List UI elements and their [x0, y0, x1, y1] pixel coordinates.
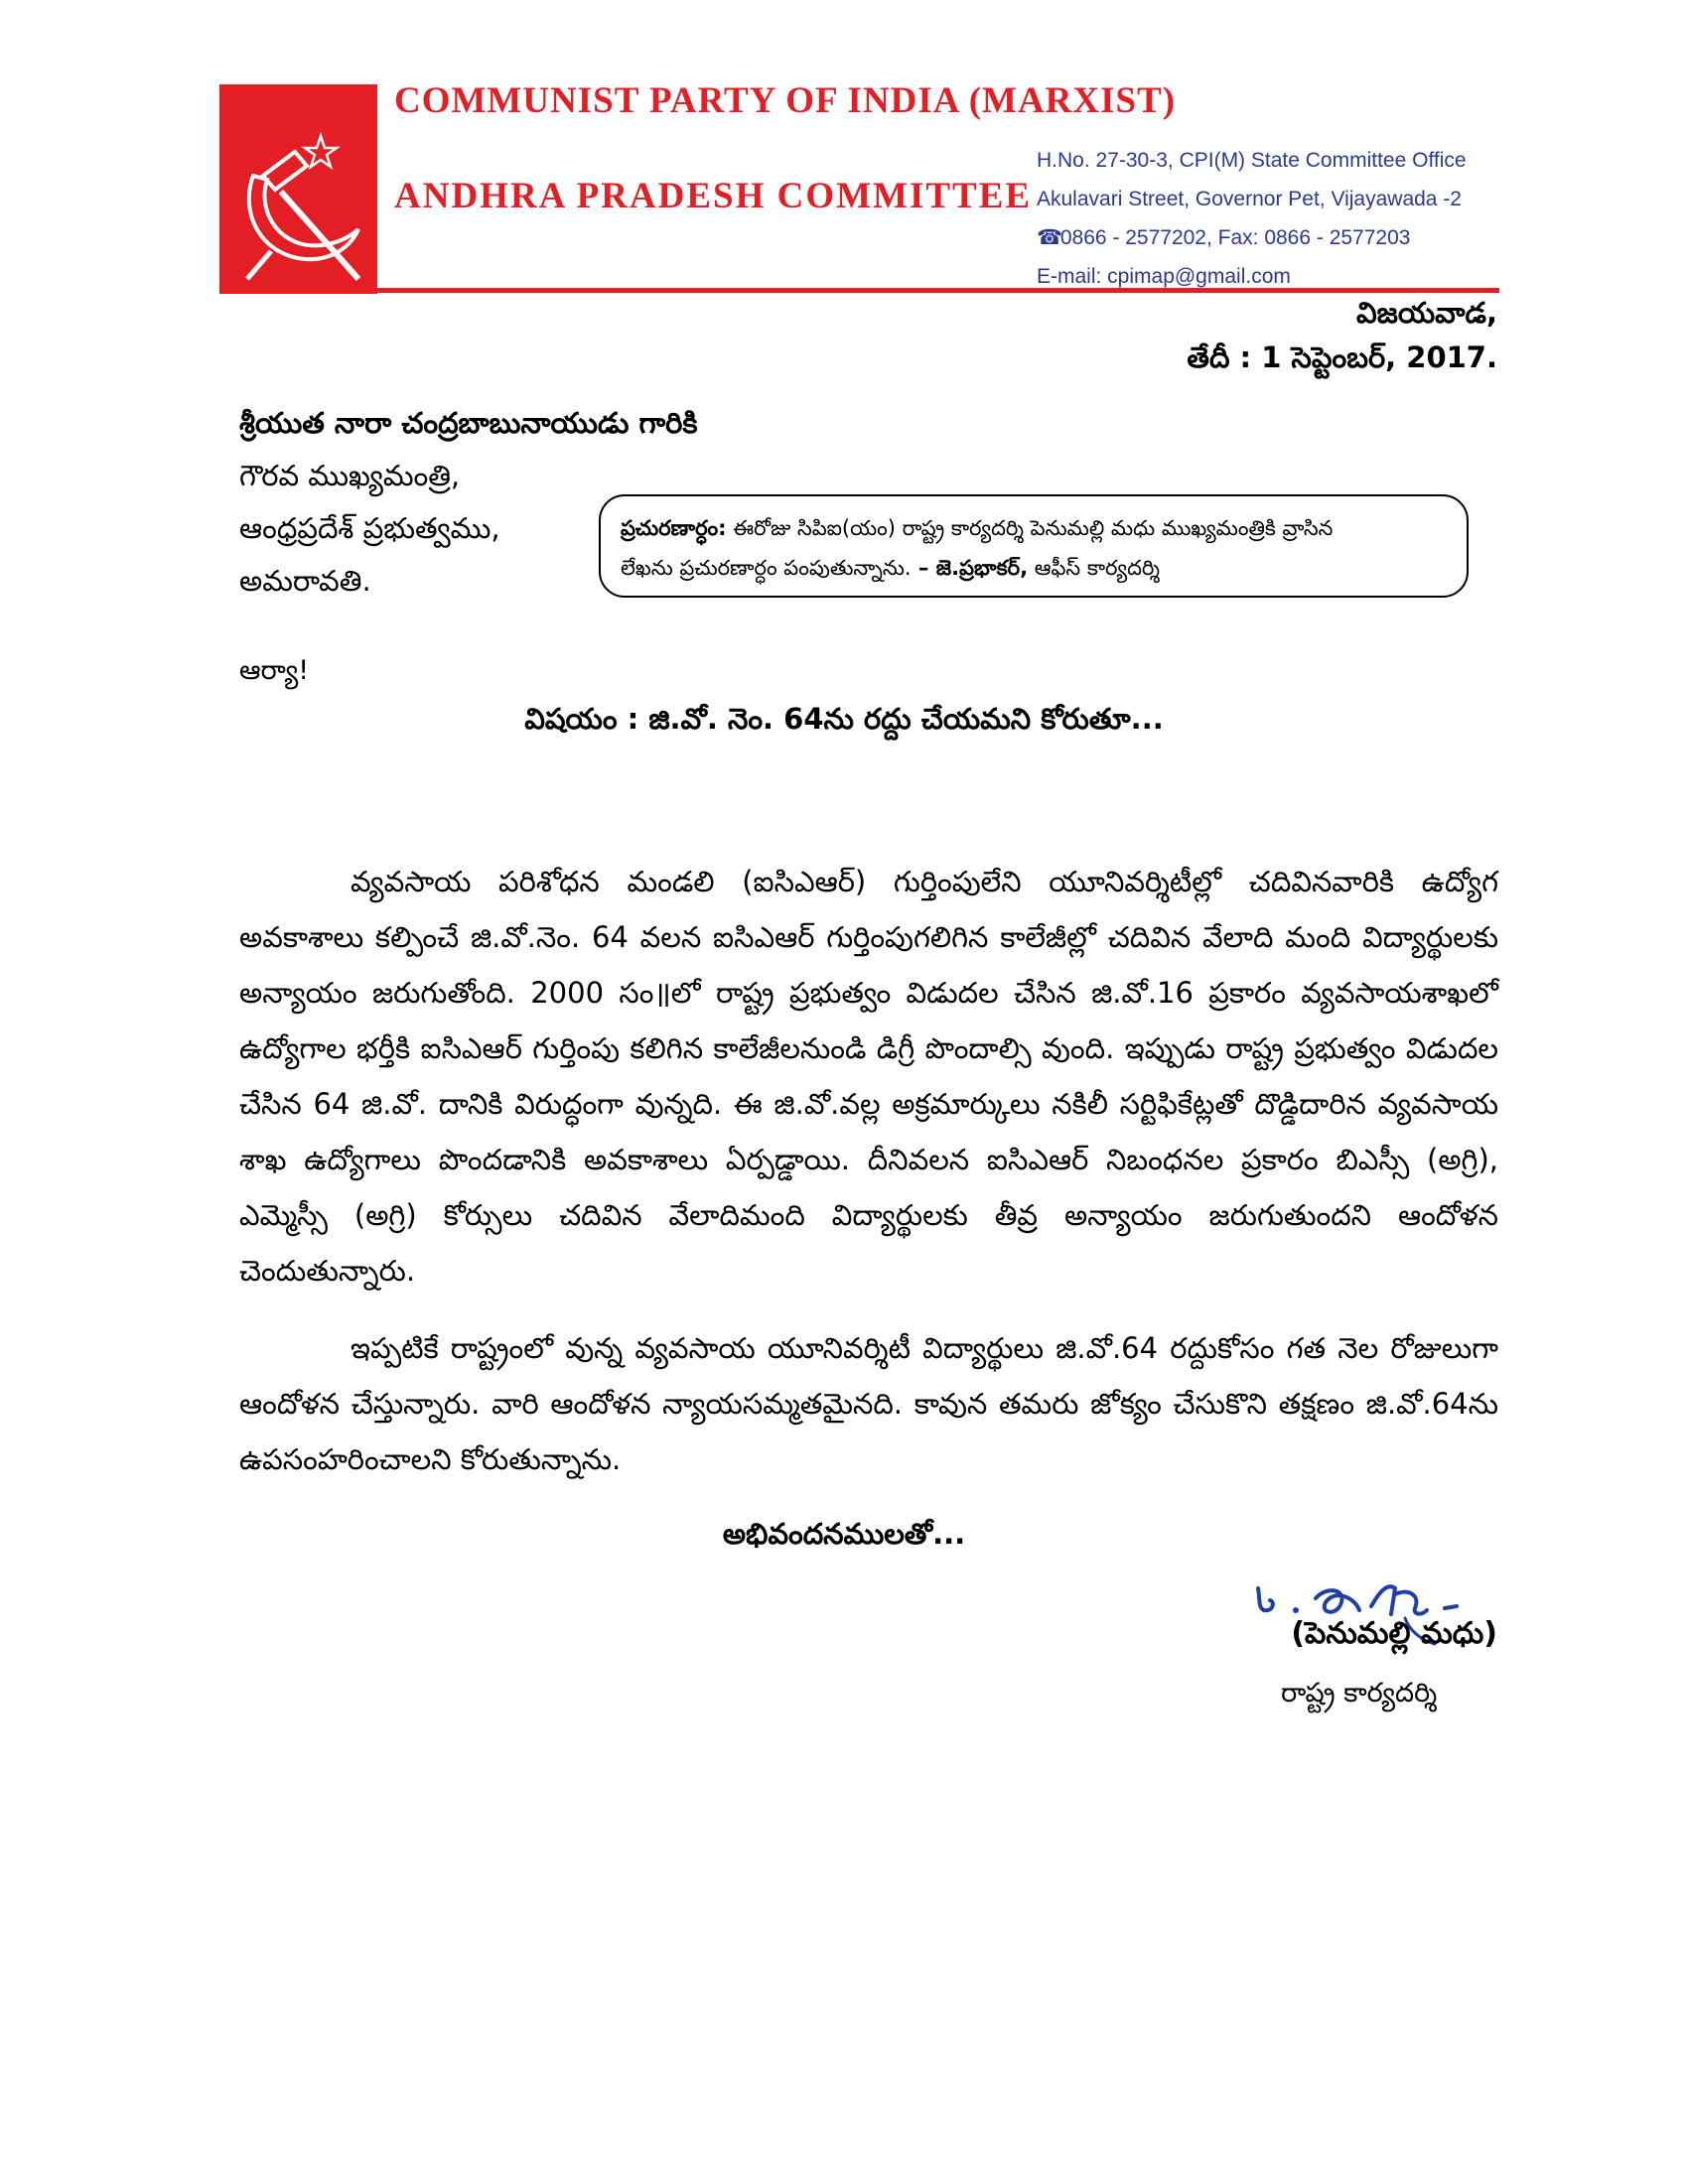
press-note-line-2 — [621, 548, 1447, 588]
press-note-box — [599, 494, 1469, 598]
letterhead-divider — [377, 288, 1499, 293]
press-note-sender: – జె.ప్రభాకర్, — [911, 556, 1029, 580]
closing: అభివందనములతో... — [722, 1517, 966, 1551]
letter-date: తేదీ : 1 సెప్టెంబర్, 2017. — [1187, 341, 1497, 374]
press-note-label: ప్రచురణార్ధం: — [621, 516, 727, 540]
phone-icon: ☎ — [1037, 226, 1063, 249]
signatory-title: రాష్ట్ర కార్యదర్శి — [1281, 1678, 1438, 1708]
address-line-1: H.No. 27-30-3, CPI(M) State Committee Office — [1037, 149, 1467, 172]
press-note-text-1: ఈరోజు సిపిఐ(యం) రాష్ట్ర కార్యదర్శి పెనుమల్లి మధు ముఖ్యమంత్రికి వ్రాసిన — [726, 516, 1334, 540]
phone-text: 0866 - 2577202, Fax: 0866 - 2577203 — [1059, 226, 1411, 249]
body-paragraph: ఇప్పటికే రాష్ట్రంలో వున్న వ్యవసాయ యూనివర్శిటీ విద్యార్థులు జి.వో.64 రద్దుకోసం గత నెల రోజులుగా ఆందోళన చేస్తున్నారు. వారి ఆందోళన న్యాయసమ్మతమైనది. కావున తమరు జోక్యం చేసుకొని తక్షణం జి.వో.64ను ఉపసంహరించాలని కోరుతున్నాను. — [239, 1331, 1498, 1476]
party-logo — [219, 84, 377, 294]
letter-body — [239, 854, 1498, 1509]
phone-line — [1037, 218, 1467, 257]
addressee-line-1: గౌరవ ముఖ్యమంత్రి, — [239, 459, 461, 492]
org-name: COMMUNIST PARTY OF INDIA (MARXIST) — [394, 80, 1177, 121]
addressee-name: శ్రీయుత నారా చంద్రబాబునాయుడు గారికి — [239, 406, 698, 440]
addressee-line-2: ఆంధ్రప్రదేశ్ ప్రభుత్వము, — [239, 511, 500, 545]
address-line-2: Akulavari Street, Governor Pet, Vijayawada -2 — [1037, 188, 1462, 210]
body-paragraph: వ్యవసాయ పరిశోధన మండలి (ఐసిఎఆర్) గుర్తింపులేని యూనివర్శిటీల్లో చదివినవారికి ఉద్యోగ అవకాశాలు కల్పించే జి.వో.నెం. 64 వలన ఐసిఎఆర్ గుర్తింపుగలిగిన కాలేజీల్లో చదివిన వేలాది మంది విద్యార్థులకు అన్యాయం జరుగుతోంది. 2000 సం॥లో రాష్ట్ర ప్రభుత్వం విడుదల చేసిన జి.వో.16 ప్రకారం వ్యవసాయశాఖలో ఉద్యోగాల భర్తీకి ఐసిఎఆర్ గుర్తింపు కలిగిన కాలేజీలనుండి డిగ్రీ పొందాల్సి వుంది. ఇప్పుడు రాష్ట్ర ప్రభుత్వం విడుదల చేసిన 64 జి.వో. దానికి విరుద్ధంగా వున్నది. ఈ జి.వో.వల్ల అక్రమార్కులు నకిలీ సర్టిఫికేట్లతో దొడ్డిదారిన వ్యవసాయ శాఖ ఉద్యోగాలు పొందడానికి అవకాశాలు ఏర్పడ్డాయి. దీనివలన ఐసిఎఆర్ నిబంధనల ప్రకారం బిఎస్సీ (అగ్రి), ఎమ్మెస్సీ (అగ్రి) కోర్సులు చదివిన వేలాదిమంది విద్యార్థులకు తీవ్ర అన్యాయం జరుగుతుందని ఆందోళన చెందుతున్నారు. — [239, 865, 1498, 1288]
hammer-sickle-star-icon — [219, 84, 377, 294]
signatory-name: (పెనుమల్లి మధు) — [1291, 1616, 1497, 1651]
press-note-text-2: లేఖను ప్రచురణార్ధం పంపుతున్నాను. — [621, 556, 912, 580]
letter-place: విజయవాడ, — [1356, 296, 1497, 330]
contact-block — [1037, 141, 1467, 296]
press-note-line-1 — [621, 508, 1447, 548]
subject-line: విషయం : జి.వో. నెం. 64ను రద్దు చేయమని కోరుతూ... — [524, 702, 1164, 736]
salutation: ఆర్యా! — [239, 655, 310, 686]
press-note-sender-title: ఆఫీస్ కార్యదర్శి — [1028, 556, 1160, 580]
email-line: E-mail: cpimap@gmail.com — [1037, 265, 1291, 288]
addressee-line-3: అమరావతి. — [239, 564, 371, 598]
org-committee: ANDHRA PRADESH COMMITTEE — [394, 176, 1033, 216]
